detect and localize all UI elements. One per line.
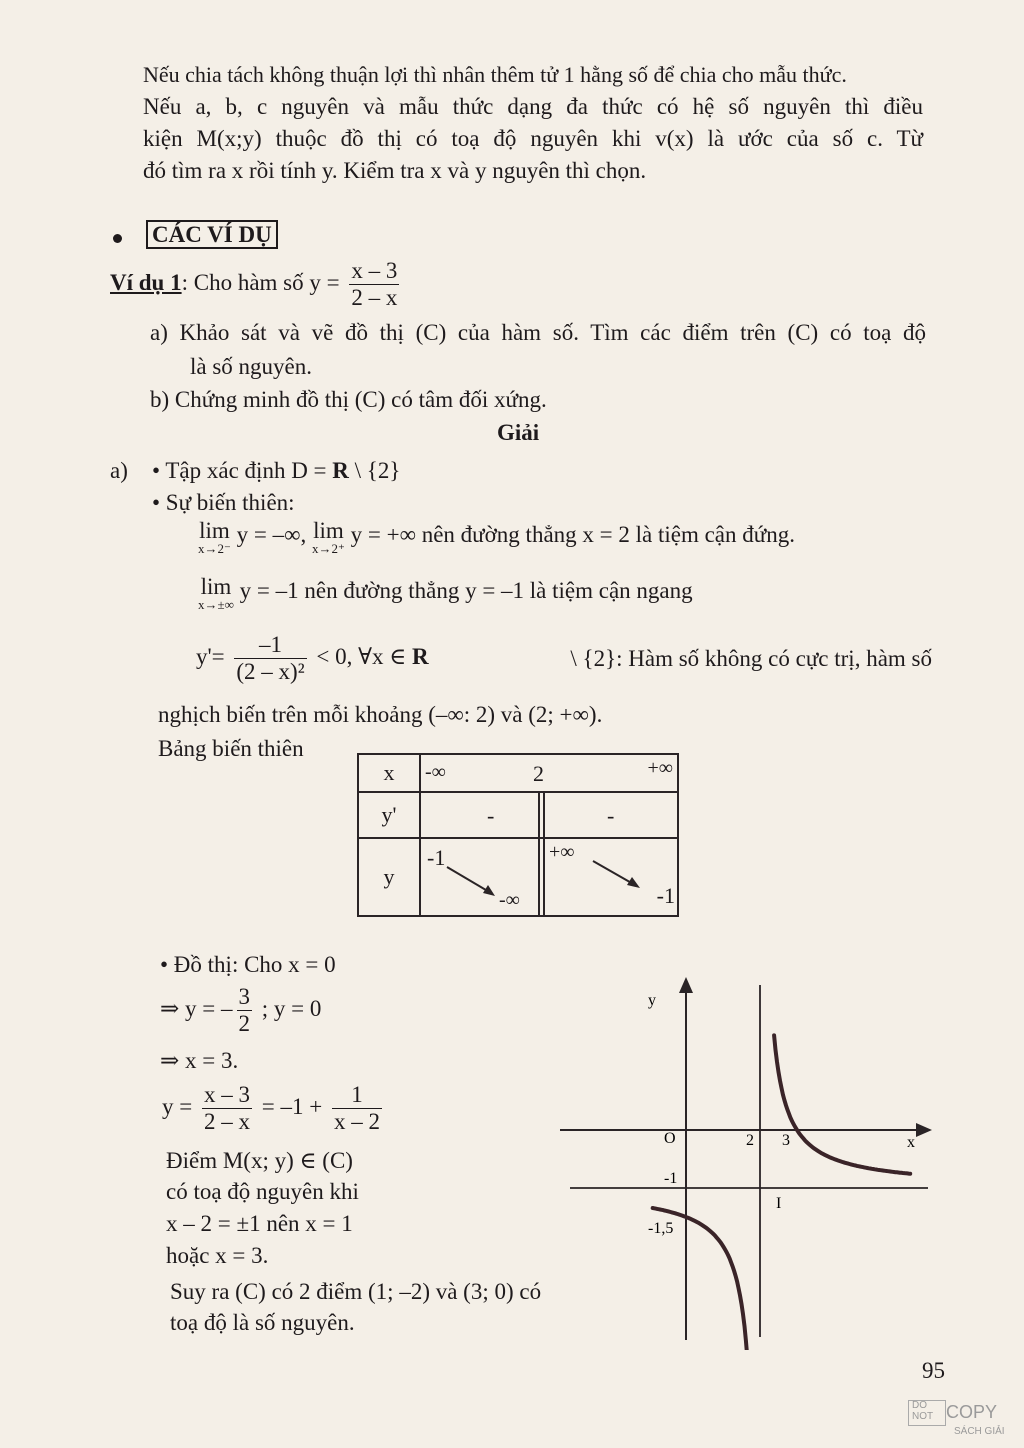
deriv-den: (2 – x)²	[236, 659, 305, 684]
bullet-icon	[113, 234, 122, 243]
yp-left-sign: -	[487, 803, 495, 828]
yp-right-sign: -	[607, 803, 615, 828]
lim2-rest: y = +∞ nên đường thẳng x = 2 là tiệm cận đứng.	[344, 522, 795, 547]
deriv-fraction	[234, 632, 306, 685]
stamp-do: DO	[912, 1400, 927, 1411]
tick-label-3: 3	[782, 1132, 790, 1149]
domain-line	[152, 456, 400, 486]
page-number: 95	[922, 1358, 945, 1383]
solution-a-label: a)	[110, 458, 128, 483]
graph-text-6: có toạ độ nguyên khi	[166, 1179, 359, 1204]
intro-line-3: kiện M(x;y) thuộc đồ thị có toạ độ nguyên khi v(x) là ước của số c. Từ	[143, 126, 923, 151]
example-frac-num: x – 3	[351, 258, 398, 283]
section-title	[146, 220, 278, 250]
graph-text-4-fraction-1	[202, 1082, 252, 1135]
limit-line-horizontal	[198, 576, 693, 612]
graph-text-4-fraction-2	[332, 1082, 382, 1135]
lim3-word: lim	[200, 574, 232, 599]
monotone-line: nghịch biến trên mỗi khoảng (–∞: 2) và (2; +∞).	[158, 702, 603, 727]
curve-right-branch	[774, 1035, 910, 1173]
decrease-arrow-left	[447, 867, 491, 893]
graph-text-4-mid: = –1 +	[255, 1093, 328, 1119]
domain-set-R: R	[332, 458, 349, 483]
lim3-sub: x→±∞	[198, 597, 234, 612]
lim3-rest: y = –1 nên đường thẳng y = –1 là tiệm cận ngang	[233, 578, 693, 603]
example-heading	[110, 258, 403, 311]
example-part-a-2: là số nguyên.	[190, 354, 313, 379]
graph-text-2-post: ; y = 0	[256, 995, 322, 1021]
x-right-value: +∞	[647, 757, 673, 779]
function-graph	[550, 965, 940, 1350]
domain-post: \ {2}	[348, 458, 401, 483]
y-right-bottom: -1	[656, 883, 675, 908]
graph-text-4	[162, 1082, 386, 1135]
graph-text-2-pre: ⇒ y = –	[160, 995, 233, 1021]
x-axis-label: x	[907, 1134, 915, 1151]
intro-line-4: đó tìm ra x rồi tính y. Kiểm tra x và y nguyên thì chọn.	[143, 158, 647, 183]
tick-label-2: 2	[746, 1132, 754, 1149]
example-part-a-1: a) Khảo sát và vẽ đồ thị (C) của hàm số. Tìm các điểm trên (C) có toạ độ	[150, 320, 926, 345]
row-yp-label: y'	[381, 802, 397, 827]
stamp-copy: COPY	[946, 1402, 998, 1422]
graph-text-2-fraction	[237, 984, 253, 1037]
lim1	[198, 520, 231, 556]
deriv-num: –1	[234, 632, 306, 659]
graph-text-4-pre: y =	[162, 1093, 198, 1119]
graph-text-7: x – 2 = ±1 nên x = 1	[166, 1211, 353, 1236]
y-axis-label: y	[648, 992, 656, 1009]
solution-heading: Giải	[497, 420, 540, 445]
arrow-head-left-icon	[483, 885, 495, 896]
lim2-sub: x→2⁺	[312, 541, 345, 556]
graph-text-4-num: x – 3	[203, 1082, 250, 1107]
lim3	[198, 576, 234, 612]
graph-text-3: ⇒ x = 3.	[160, 1048, 239, 1073]
table-title: Bảng biến thiên	[158, 736, 304, 761]
row-x-label: x	[383, 760, 395, 785]
copyright-stamp	[908, 1400, 1012, 1440]
domain-pre: • Tập xác định D =	[152, 458, 333, 483]
graph-text-8: hoặc x = 3.	[166, 1243, 269, 1268]
arrow-head-right-icon	[627, 877, 640, 888]
graph-text-5: Điểm M(x; y) ∈ (C)	[166, 1148, 353, 1173]
stamp-brand: SÁCH GIẢI	[954, 1426, 1005, 1437]
graph-text-1: • Đồ thị: Cho x = 0	[160, 952, 336, 977]
graph-text-4-num2: 1	[332, 1082, 382, 1109]
lim2-word: lim	[313, 518, 344, 543]
graph-text-9: Suy ra (C) có 2 điểm (1; –2) và (3; 0) có	[170, 1279, 542, 1304]
section-title-text: CÁC VÍ DỤ	[146, 220, 278, 249]
example-fraction	[349, 258, 399, 311]
tick-label-minus1-5: -1,5	[648, 1220, 674, 1237]
graph-text-4-den: 2 – x	[203, 1109, 250, 1134]
y-right-top: +∞	[549, 841, 575, 863]
deriv-post2: \ {2}: Hàm số không có cực trị, hàm số	[570, 645, 932, 671]
example-label: Ví dụ 1	[110, 269, 182, 295]
intro-line-1: Nếu chia tách không thuận lợi thì nhân thêm tử 1 hằng số để chia cho mẫu thức.	[143, 62, 847, 87]
row-y-label: y	[383, 864, 395, 889]
tick-label-minus1: -1	[664, 1170, 678, 1187]
x-mid-value: 2	[533, 761, 544, 786]
stamp-not: NOT	[912, 1411, 934, 1422]
y-left-top: -1	[427, 845, 446, 870]
example-frac-den: 2 – x	[351, 285, 398, 310]
x-axis-arrow-icon	[916, 1123, 932, 1137]
variation-heading: • Sự biến thiên:	[152, 490, 295, 515]
graph-text-2-num: 3	[238, 984, 250, 1009]
lim1-rest: y = –∞,	[230, 522, 312, 547]
x-left-value: -∞	[425, 761, 446, 783]
limit-line-vertical	[198, 520, 795, 556]
decrease-arrow-right	[593, 861, 635, 885]
lim1-sub: x→2⁻	[198, 541, 231, 556]
graph-text-2-den: 2	[238, 1011, 250, 1036]
lim1-word: lim	[199, 518, 230, 543]
graph-text-4-den2: x – 2	[333, 1109, 380, 1134]
graph-text-10: toạ độ là số nguyên.	[170, 1310, 355, 1335]
deriv-post1: < 0, ∀x ∈	[310, 643, 412, 669]
example-part-b: b) Chứng minh đồ thị (C) có tâm đối xứng.	[150, 387, 547, 412]
y-left-bottom: -∞	[499, 889, 520, 911]
derivative-left	[196, 632, 429, 685]
deriv-pre: y'=	[196, 643, 231, 669]
origin-label: O	[664, 1130, 676, 1147]
table-decorations	[357, 753, 681, 917]
derivative-line	[196, 632, 932, 685]
center-label: I	[776, 1195, 782, 1212]
deriv-set-R: R	[411, 643, 429, 669]
graph-text-2	[160, 984, 321, 1037]
intro-line-2: Nếu a, b, c nguyên và mẫu thức dạng đa thức có hệ số nguyên thì điều	[143, 94, 923, 119]
y-axis-arrow-icon	[679, 977, 693, 993]
example-text: : Cho hàm số y =	[181, 269, 346, 295]
lim2	[312, 520, 345, 556]
